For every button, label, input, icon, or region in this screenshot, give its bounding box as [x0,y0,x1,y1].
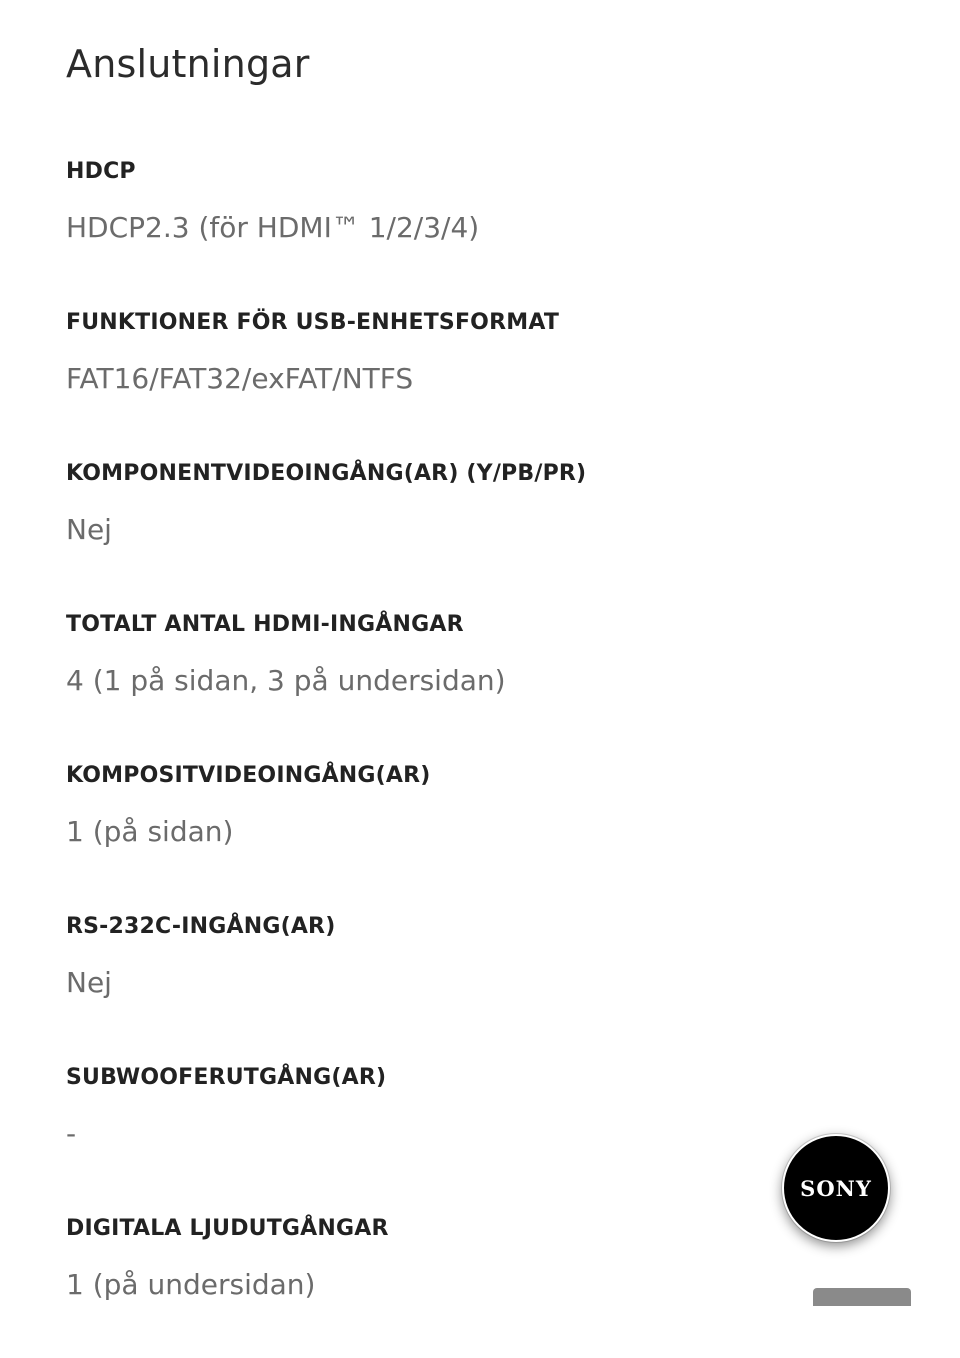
spec-value: - [66,1117,77,1150]
spec-item-hdmi-inputs [66,603,886,754]
spec-label: KOMPONENTVIDEOINGÅNG(AR) (Y/PB/PR) [66,461,587,486]
spec-value: Nej [66,513,112,546]
spec-label: RS-232C-INGÅNG(AR) [66,914,336,939]
spec-value: 1 (på undersidan) [66,1268,316,1301]
sony-logo-icon: SONY [800,1175,872,1201]
spec-value: 4 (1 på sidan, 3 på undersidan) [66,664,506,697]
spec-value: 1 (på sidan) [66,815,234,848]
spec-list [66,150,886,1358]
spec-value: Nej [66,966,112,999]
spec-item-usb-formats [66,301,886,452]
page-title: Anslutningar [66,42,310,86]
spec-value: FAT16/FAT32/exFAT/NTFS [66,362,414,395]
spec-item-rs232c [66,905,886,1056]
spec-value: HDCP2.3 (för HDMI™ 1/2/3/4) [66,211,480,244]
sony-floating-button[interactable] [782,1134,890,1242]
spec-label: SUBWOOFERUTGÅNG(AR) [66,1065,387,1090]
spec-item-composite-video [66,754,886,905]
spec-label: FUNKTIONER FÖR USB-ENHETSFORMAT [66,310,560,335]
spec-item-component-video [66,452,886,603]
spec-item-digital-audio-out [66,1207,886,1358]
spec-item-hdcp [66,150,886,301]
spec-label: TOTALT ANTAL HDMI-INGÅNGAR [66,612,464,637]
spec-label: DIGITALA LJUDUTGÅNGAR [66,1216,389,1241]
spec-label: HDCP [66,159,136,184]
scroll-to-top-tab[interactable] [813,1288,911,1306]
spec-item-subwoofer [66,1056,886,1207]
spec-label: KOMPOSITVIDEOINGÅNG(AR) [66,763,431,788]
